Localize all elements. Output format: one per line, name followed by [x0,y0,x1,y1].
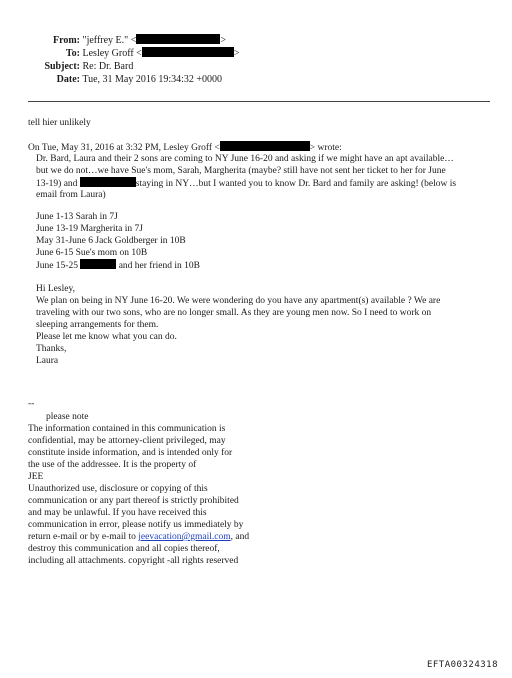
disclaimer-line: and may be unlawful. If you have received this [28,508,207,518]
schedule-item [36,259,200,272]
disclaimer-line: communication or any part thereof is strictly prohibited [28,496,239,506]
schedule-part: and her friend in 10B [118,261,200,271]
quote-line: We plan on being in NY June 16-20. We were wondering do you have any apartment(s) available ? We are [36,296,441,306]
redaction-bar [142,47,234,57]
redaction-bar [136,34,220,44]
quote-line: sleeping arrangements for them. [36,320,159,330]
quote-line-part: 13-19) and [36,179,78,189]
disclaimer-line: including all attachments. copyright -all rights reserved [28,556,239,566]
email-link[interactable]: jeevacation@gmail.com [138,532,231,542]
disclaimer-line: communication in error, please notify us immediately by [28,520,244,530]
schedule-item: June 6-15 Sue's mom on 10B [36,248,148,258]
quote-line: traveling with our two sons, who are no longer small. As they are young men now. So I need to work on [36,308,432,318]
disclaimer-line: destroy this communication and all copies thereof, [28,544,220,554]
disclaimer-line [28,531,249,543]
date-value: Tue, 31 May 2016 19:34:32 +0000 [82,74,223,85]
signature-dashes: -- [28,399,35,409]
to-row [44,47,239,60]
document-id: EFTA00324318 [426,660,498,670]
disclaimer-part: , and [230,532,250,542]
signature-note: please note [46,412,89,422]
subject-label: Subject: [44,61,80,72]
quote-line: Thanks, [36,344,67,354]
to-close: > [233,48,240,59]
redaction-bar [220,141,310,151]
from-value: "jeffrey E." < [82,35,137,46]
schedule-item: May 31-June 6 Jack Goldberger in 10B [36,236,186,246]
subject-row [44,60,133,73]
schedule-item: June 1-13 Sarah in 7J [36,212,118,222]
date-row [44,73,222,86]
date-label: Date: [56,74,80,85]
schedule-part: June 15-25 [36,261,78,271]
to-value: Lesley Groff < [82,48,142,59]
from-label: From: [52,35,80,46]
disclaimer-line: Unauthorized use, disclosure or copying of this [28,484,208,494]
quote-line-part: staying in NY…but I wanted you to know Dr. Bard and family are asking! (below is [135,179,457,189]
disclaimer-line: the use of the addressee. It is the property of [28,460,197,470]
disclaimer-line: constitute inside information, and is intended only for [28,448,233,458]
quote-line: Laura [36,356,59,366]
quote-intro-before: On Tue, May 31, 2016 at 3:32 PM, Lesley Groff < [28,143,220,153]
quote-intro-after: > wrote: [309,143,342,153]
quote-line: Dr. Bard, Laura and their 2 sons are coming to NY June 16-20 and asking if we might have an apt available… [36,154,454,164]
to-label: To: [65,48,80,59]
quote-line: but we do not…we have Sue's mom, Sarah, Margherita (maybe? still have not sent her ticket to her for June [36,166,446,176]
greeting: Hi Lesley, [36,284,75,294]
reply-text: tell hier unlikely [28,118,91,128]
disclaimer-line: confidential, may be attorney-client privileged, may [28,436,226,446]
disclaimer-part: return e-mail or by e-mail to [28,532,139,542]
disclaimer-line: The information contained in this communication is [28,424,226,434]
subject-value: Re: Dr. Bard [82,61,134,72]
from-close: > [220,35,227,46]
disclaimer-line: JEE [28,472,44,482]
schedule-item: June 13-19 Margherita in 7J [36,224,143,234]
redaction-bar [80,177,136,187]
from-row [44,34,226,47]
quote-line: Please let me know what you can do. [36,332,177,342]
header-divider [28,101,490,102]
redaction-bar [80,259,116,269]
quote-line: email from Laura) [36,190,106,200]
